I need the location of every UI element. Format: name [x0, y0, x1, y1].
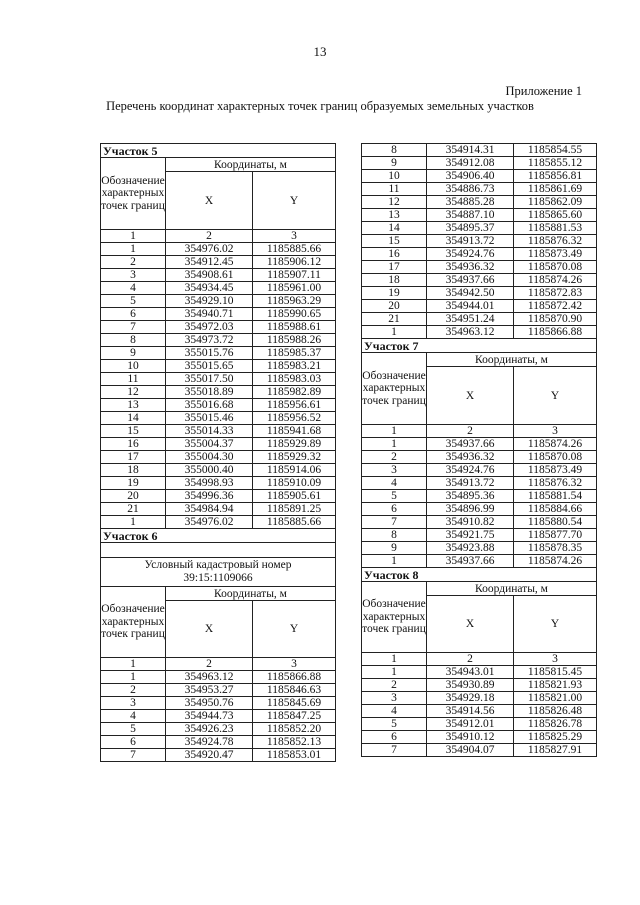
column-number: 1 — [362, 425, 427, 438]
table-row — [101, 697, 336, 710]
y-coordinate: 1185881.53 — [514, 222, 597, 235]
x-coordinate: 354984.94 — [166, 503, 253, 516]
point-number: 1 — [362, 666, 427, 679]
document-title: Перечень координат характерных точек границ образуемых земельных участков — [106, 99, 534, 113]
point-number: 3 — [101, 697, 166, 710]
point-number: 5 — [362, 718, 427, 731]
x-coordinate: 354906.40 — [427, 170, 514, 183]
y-coordinate: 1185852.13 — [253, 736, 336, 749]
x-coordinate: 354921.75 — [427, 529, 514, 542]
table-row — [362, 490, 597, 503]
table-row — [101, 736, 336, 749]
y-coordinate: 1185870.08 — [514, 261, 597, 274]
point-number: 20 — [362, 300, 427, 313]
x-coordinate: 355015.46 — [166, 412, 253, 425]
section-title: Участок 6 — [101, 529, 336, 543]
header-row — [101, 158, 336, 172]
x-coordinate: 354950.76 — [166, 697, 253, 710]
column-number-row — [362, 653, 597, 666]
y-coordinate: 1185983.21 — [253, 360, 336, 373]
x-coordinate: 354940.71 — [166, 308, 253, 321]
x-coordinate: 354908.61 — [166, 269, 253, 282]
point-number: 6 — [101, 736, 166, 749]
page-number: 13 — [313, 44, 327, 59]
table-row — [101, 269, 336, 282]
y-coordinate: 1185914.06 — [253, 464, 336, 477]
point-number: 1 — [362, 326, 427, 339]
x-coordinate: 354920.47 — [166, 749, 253, 762]
y-coordinate: 1185876.32 — [514, 235, 597, 248]
point-number: 7 — [101, 749, 166, 762]
y-coordinate: 1185910.09 — [253, 477, 336, 490]
header-row — [101, 587, 336, 601]
coordinates-header: Координаты, м — [427, 353, 597, 367]
x-coordinate: 355015.76 — [166, 347, 253, 360]
table-row — [362, 438, 597, 451]
x-coordinate: 355014.33 — [166, 425, 253, 438]
x-coordinate: 354963.12 — [166, 671, 253, 684]
y-coordinate: 1185846.63 — [253, 684, 336, 697]
y-coordinate: 1185852.20 — [253, 723, 336, 736]
point-number: 9 — [362, 542, 427, 555]
column-number-row — [101, 230, 336, 243]
x-coordinate: 354926.23 — [166, 723, 253, 736]
x-coordinate: 355016.68 — [166, 399, 253, 412]
y-coordinate: 1185941.68 — [253, 425, 336, 438]
x-coordinate: 354886.73 — [427, 183, 514, 196]
table-row — [101, 334, 336, 347]
x-header: X — [427, 367, 514, 425]
table-row — [362, 235, 597, 248]
point-number: 19 — [362, 287, 427, 300]
point-number: 1 — [362, 438, 427, 451]
point-number: 16 — [101, 438, 166, 451]
column-number: 3 — [514, 653, 597, 666]
point-number: 13 — [362, 209, 427, 222]
y-coordinate: 1185855.12 — [514, 157, 597, 170]
y-coordinate: 1185854.55 — [514, 144, 597, 157]
point-number: 2 — [362, 451, 427, 464]
y-coordinate: 1185907.11 — [253, 269, 336, 282]
table-row — [101, 451, 336, 464]
table-row — [101, 684, 336, 697]
x-coordinate: 354885.28 — [427, 196, 514, 209]
column-number: 3 — [253, 230, 336, 243]
y-coordinate: 1185815.45 — [514, 666, 597, 679]
point-number: 18 — [101, 464, 166, 477]
y-coordinate: 1185881.54 — [514, 490, 597, 503]
point-number: 7 — [362, 744, 427, 757]
x-coordinate: 354923.88 — [427, 542, 514, 555]
table-row — [362, 744, 597, 757]
table-row — [362, 313, 597, 326]
point-number: 8 — [101, 334, 166, 347]
column-number: 1 — [362, 653, 427, 666]
point-number: 15 — [101, 425, 166, 438]
y-coordinate: 1185827.91 — [514, 744, 597, 757]
y-coordinate: 1185929.89 — [253, 438, 336, 451]
table-row — [101, 503, 336, 516]
appendix-label: Приложение 1 — [505, 84, 582, 98]
table-row — [101, 360, 336, 373]
header-row — [362, 353, 597, 367]
column-number: 1 — [101, 230, 166, 243]
point-number: 3 — [101, 269, 166, 282]
y-coordinate: 1185865.60 — [514, 209, 597, 222]
table-row — [362, 529, 597, 542]
table-row — [101, 412, 336, 425]
point-number: 21 — [362, 313, 427, 326]
y-coordinate: 1185988.61 — [253, 321, 336, 334]
column-number: 2 — [166, 230, 253, 243]
table-row — [362, 464, 597, 477]
table-row — [101, 373, 336, 386]
x-coordinate: 354998.93 — [166, 477, 253, 490]
point-designation-header: Обозначение характерных точек границ — [362, 582, 427, 653]
y-header: Y — [514, 596, 597, 653]
x-coordinate: 354887.10 — [427, 209, 514, 222]
x-coordinate: 354972.03 — [166, 321, 253, 334]
table-row — [362, 451, 597, 464]
y-coordinate: 1185963.29 — [253, 295, 336, 308]
point-number: 17 — [362, 261, 427, 274]
y-coordinate: 1185845.69 — [253, 697, 336, 710]
x-coordinate: 354924.78 — [166, 736, 253, 749]
y-coordinate: 1185870.90 — [514, 313, 597, 326]
table-row — [101, 723, 336, 736]
y-coordinate: 1185956.61 — [253, 399, 336, 412]
point-number: 14 — [362, 222, 427, 235]
x-coordinate: 354930.89 — [427, 679, 514, 692]
point-number: 1 — [362, 555, 427, 568]
table-row — [101, 671, 336, 684]
table-row — [362, 679, 597, 692]
table-row — [101, 347, 336, 360]
x-coordinate: 354944.73 — [166, 710, 253, 723]
coordinates-header: Координаты, м — [427, 582, 597, 596]
point-number: 10 — [362, 170, 427, 183]
column-number-row — [362, 425, 597, 438]
point-number: 12 — [362, 196, 427, 209]
point-number: 2 — [362, 679, 427, 692]
point-number: 7 — [362, 516, 427, 529]
table-row — [101, 425, 336, 438]
y-header: Y — [253, 601, 336, 658]
y-coordinate: 1185988.26 — [253, 334, 336, 347]
point-number: 8 — [362, 529, 427, 542]
x-coordinate: 354910.82 — [427, 516, 514, 529]
x-coordinate: 354936.32 — [427, 451, 514, 464]
y-coordinate: 1185880.54 — [514, 516, 597, 529]
point-number: 21 — [101, 503, 166, 516]
table-row — [101, 477, 336, 490]
y-coordinate: 1185826.78 — [514, 718, 597, 731]
y-coordinate: 1185872.83 — [514, 287, 597, 300]
point-number: 17 — [101, 451, 166, 464]
x-header: X — [166, 601, 253, 658]
coordinates-table-right — [361, 143, 597, 757]
table-row — [362, 274, 597, 287]
y-coordinate: 1185821.93 — [514, 679, 597, 692]
point-designation-header: Обозначение характерных точек границ — [101, 587, 166, 658]
x-coordinate: 354976.02 — [166, 516, 253, 529]
table-row — [362, 144, 597, 157]
table-row — [362, 503, 597, 516]
point-number: 20 — [101, 490, 166, 503]
point-number: 11 — [362, 183, 427, 196]
point-number: 4 — [101, 710, 166, 723]
x-coordinate: 354924.76 — [427, 464, 514, 477]
column-number: 2 — [427, 425, 514, 438]
x-coordinate: 354912.01 — [427, 718, 514, 731]
section-title: Участок 5 — [101, 144, 336, 158]
x-coordinate: 354910.12 — [427, 731, 514, 744]
table-row — [101, 749, 336, 762]
table-row — [362, 170, 597, 183]
table-row — [101, 490, 336, 503]
x-coordinate: 355004.37 — [166, 438, 253, 451]
point-number: 4 — [362, 477, 427, 490]
y-coordinate: 1185956.52 — [253, 412, 336, 425]
x-coordinate: 354963.12 — [427, 326, 514, 339]
table-row — [362, 477, 597, 490]
blank-row — [101, 543, 336, 558]
x-coordinate: 354937.66 — [427, 274, 514, 287]
section-row — [101, 529, 336, 543]
y-coordinate: 1185929.32 — [253, 451, 336, 464]
x-coordinate: 354929.18 — [427, 692, 514, 705]
cadastral-row — [101, 558, 336, 587]
table-row — [101, 256, 336, 269]
column-number-row — [101, 658, 336, 671]
table-row — [101, 438, 336, 451]
x-coordinate: 355000.40 — [166, 464, 253, 477]
y-coordinate: 1185856.81 — [514, 170, 597, 183]
y-coordinate: 1185985.37 — [253, 347, 336, 360]
table-row — [101, 243, 336, 256]
table-row — [362, 718, 597, 731]
x-coordinate: 354973.72 — [166, 334, 253, 347]
y-header: Y — [514, 367, 597, 425]
point-number: 6 — [362, 503, 427, 516]
point-number: 8 — [362, 144, 427, 157]
point-number: 16 — [362, 248, 427, 261]
y-header: Y — [253, 172, 336, 230]
y-coordinate: 1185885.66 — [253, 243, 336, 256]
x-coordinate: 354937.66 — [427, 555, 514, 568]
x-coordinate: 354936.32 — [427, 261, 514, 274]
cadastral-number: 39:15:1109066 — [183, 572, 253, 584]
point-number: 18 — [362, 274, 427, 287]
point-number: 5 — [362, 490, 427, 503]
coordinates-header: Координаты, м — [166, 587, 336, 601]
point-number: 4 — [362, 705, 427, 718]
point-designation-header: Обозначение характерных точек границ — [362, 353, 427, 425]
table-row — [362, 300, 597, 313]
y-coordinate: 1185821.00 — [514, 692, 597, 705]
point-number: 15 — [362, 235, 427, 248]
x-coordinate: 354934.45 — [166, 282, 253, 295]
table-row — [362, 261, 597, 274]
y-coordinate: 1185866.88 — [253, 671, 336, 684]
x-coordinate: 354913.72 — [427, 477, 514, 490]
x-coordinate: 354996.36 — [166, 490, 253, 503]
y-coordinate: 1185982.89 — [253, 386, 336, 399]
table-row — [101, 282, 336, 295]
section-title: Участок 8 — [362, 568, 597, 582]
section-title: Участок 7 — [362, 339, 597, 353]
x-coordinate: 354951.24 — [427, 313, 514, 326]
y-coordinate: 1185847.25 — [253, 710, 336, 723]
coordinates-table-left — [100, 143, 336, 762]
table-row — [362, 183, 597, 196]
x-coordinate: 354924.76 — [427, 248, 514, 261]
table-row — [101, 321, 336, 334]
y-coordinate: 1185874.26 — [514, 555, 597, 568]
table-row — [362, 692, 597, 705]
y-coordinate: 1185885.66 — [253, 516, 336, 529]
x-coordinate: 355017.50 — [166, 373, 253, 386]
y-coordinate: 1185873.49 — [514, 464, 597, 477]
point-number: 5 — [101, 295, 166, 308]
y-coordinate: 1185878.35 — [514, 542, 597, 555]
blank-cell — [101, 543, 336, 558]
point-number: 9 — [362, 157, 427, 170]
header-row — [362, 582, 597, 596]
x-coordinate: 354944.01 — [427, 300, 514, 313]
y-coordinate: 1185983.03 — [253, 373, 336, 386]
point-number: 13 — [101, 399, 166, 412]
y-coordinate: 1185891.25 — [253, 503, 336, 516]
x-coordinate: 354896.99 — [427, 503, 514, 516]
x-coordinate: 354942.50 — [427, 287, 514, 300]
column-number: 2 — [427, 653, 514, 666]
y-coordinate: 1185874.26 — [514, 438, 597, 451]
y-coordinate: 1185876.32 — [514, 477, 597, 490]
x-coordinate: 354953.27 — [166, 684, 253, 697]
x-coordinate: 354976.02 — [166, 243, 253, 256]
point-designation-header: Обозначение характерных точек границ — [101, 158, 166, 230]
y-coordinate: 1185906.12 — [253, 256, 336, 269]
x-coordinate: 354914.56 — [427, 705, 514, 718]
point-number: 2 — [101, 256, 166, 269]
x-coordinate: 355004.30 — [166, 451, 253, 464]
y-coordinate: 1185870.08 — [514, 451, 597, 464]
section-row — [362, 339, 597, 353]
point-number: 1 — [101, 671, 166, 684]
y-coordinate: 1185862.09 — [514, 196, 597, 209]
section-row — [362, 568, 597, 582]
point-number: 14 — [101, 412, 166, 425]
point-number: 2 — [101, 684, 166, 697]
table-row — [362, 326, 597, 339]
column-number: 2 — [166, 658, 253, 671]
x-coordinate: 354895.37 — [427, 222, 514, 235]
cadastral-label: Условный кадастровый номер — [144, 559, 292, 571]
table-row — [362, 542, 597, 555]
table-row — [362, 248, 597, 261]
point-number: 12 — [101, 386, 166, 399]
x-header: X — [427, 596, 514, 653]
point-number: 6 — [362, 731, 427, 744]
x-coordinate: 354929.10 — [166, 295, 253, 308]
column-number: 3 — [514, 425, 597, 438]
y-coordinate: 1185961.00 — [253, 282, 336, 295]
point-number: 7 — [101, 321, 166, 334]
cadastral-number-cell — [101, 558, 336, 587]
table-row — [362, 157, 597, 170]
y-coordinate: 1185866.88 — [514, 326, 597, 339]
y-coordinate: 1185884.66 — [514, 503, 597, 516]
point-number: 1 — [101, 516, 166, 529]
table-row — [362, 666, 597, 679]
table-row — [101, 464, 336, 477]
table-row — [362, 209, 597, 222]
table-row — [362, 705, 597, 718]
table-row — [362, 555, 597, 568]
x-header: X — [166, 172, 253, 230]
y-coordinate: 1185905.61 — [253, 490, 336, 503]
y-coordinate: 1185877.70 — [514, 529, 597, 542]
y-coordinate: 1185874.26 — [514, 274, 597, 287]
y-coordinate: 1185873.49 — [514, 248, 597, 261]
table-row — [362, 196, 597, 209]
table-row — [101, 399, 336, 412]
table-row — [362, 516, 597, 529]
y-coordinate: 1185861.69 — [514, 183, 597, 196]
table-row — [101, 710, 336, 723]
x-coordinate: 354912.08 — [427, 157, 514, 170]
table-row — [101, 295, 336, 308]
table-row — [101, 516, 336, 529]
table-row — [101, 386, 336, 399]
point-number: 9 — [101, 347, 166, 360]
point-number: 1 — [101, 243, 166, 256]
x-coordinate: 354904.07 — [427, 744, 514, 757]
column-number: 1 — [101, 658, 166, 671]
y-coordinate: 1185990.65 — [253, 308, 336, 321]
point-number: 4 — [101, 282, 166, 295]
x-coordinate: 354937.66 — [427, 438, 514, 451]
section-row — [101, 144, 336, 158]
point-number: 10 — [101, 360, 166, 373]
table-row — [362, 287, 597, 300]
point-number: 3 — [362, 692, 427, 705]
table-row — [101, 308, 336, 321]
x-coordinate: 354895.36 — [427, 490, 514, 503]
x-coordinate: 355018.89 — [166, 386, 253, 399]
point-number: 3 — [362, 464, 427, 477]
y-coordinate: 1185872.42 — [514, 300, 597, 313]
x-coordinate: 354914.31 — [427, 144, 514, 157]
x-coordinate: 354913.72 — [427, 235, 514, 248]
table-row — [362, 731, 597, 744]
x-coordinate: 355015.65 — [166, 360, 253, 373]
table-row — [362, 222, 597, 235]
point-number: 6 — [101, 308, 166, 321]
y-coordinate: 1185826.48 — [514, 705, 597, 718]
y-coordinate: 1185825.29 — [514, 731, 597, 744]
point-number: 19 — [101, 477, 166, 490]
x-coordinate: 354943.01 — [427, 666, 514, 679]
coordinates-header: Координаты, м — [166, 158, 336, 172]
column-number: 3 — [253, 658, 336, 671]
y-coordinate: 1185853.01 — [253, 749, 336, 762]
x-coordinate: 354912.45 — [166, 256, 253, 269]
point-number: 5 — [101, 723, 166, 736]
point-number: 11 — [101, 373, 166, 386]
